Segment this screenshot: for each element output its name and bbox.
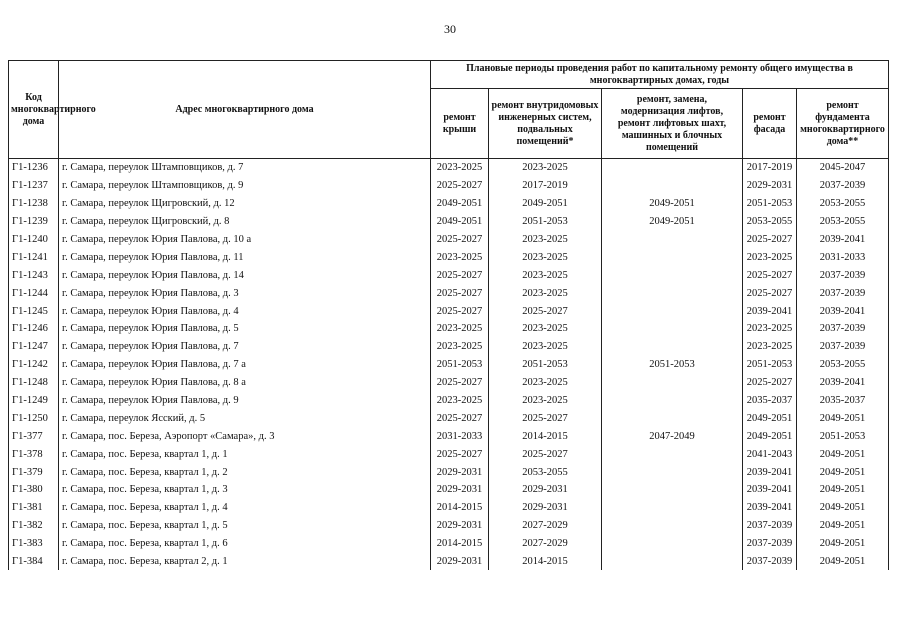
cell-foundation: 2037-2039 bbox=[797, 338, 889, 356]
table-row bbox=[9, 499, 889, 517]
cell-address: г. Самара, переулок Щигровский, д. 8 bbox=[59, 213, 431, 231]
cell-code: Г1-380 bbox=[9, 481, 59, 499]
cell-code: Г1-1238 bbox=[9, 195, 59, 213]
cell-code: Г1-384 bbox=[9, 553, 59, 571]
repair-schedule-table bbox=[8, 60, 889, 570]
cell-facade: 2053-2055 bbox=[743, 213, 797, 231]
cell-systems: 2053-2055 bbox=[489, 463, 602, 481]
cell-code: Г1-1242 bbox=[9, 356, 59, 374]
table-body bbox=[9, 159, 889, 571]
header-foundation: ремонт фундамента многоквартирного дома** bbox=[797, 89, 889, 159]
cell-address: г. Самара, пос. Береза, квартал 1, д. 1 bbox=[59, 445, 431, 463]
cell-facade: 2023-2025 bbox=[743, 338, 797, 356]
cell-facade: 2029-2031 bbox=[743, 177, 797, 195]
cell-code: Г1-381 bbox=[9, 499, 59, 517]
cell-code: Г1-383 bbox=[9, 535, 59, 553]
cell-lifts bbox=[602, 374, 743, 392]
cell-facade: 2025-2027 bbox=[743, 284, 797, 302]
cell-code: Г1-378 bbox=[9, 445, 59, 463]
cell-facade: 2049-2051 bbox=[743, 427, 797, 445]
cell-foundation: 2045-2047 bbox=[797, 159, 889, 177]
cell-roof: 2025-2027 bbox=[431, 374, 489, 392]
cell-foundation: 2049-2051 bbox=[797, 535, 889, 553]
cell-roof: 2025-2027 bbox=[431, 409, 489, 427]
cell-address: г. Самара, пос. Береза, квартал 1, д. 2 bbox=[59, 463, 431, 481]
table-row bbox=[9, 159, 889, 177]
cell-code: Г1-382 bbox=[9, 517, 59, 535]
cell-systems: 2023-2025 bbox=[489, 284, 602, 302]
table-row bbox=[9, 445, 889, 463]
cell-address: г. Самара, пос. Береза, квартал 1, д. 6 bbox=[59, 535, 431, 553]
cell-roof: 2025-2027 bbox=[431, 266, 489, 284]
cell-address: г. Самара, переулок Щигровский, д. 12 bbox=[59, 195, 431, 213]
table-row bbox=[9, 481, 889, 499]
cell-systems: 2014-2015 bbox=[489, 427, 602, 445]
table-row bbox=[9, 535, 889, 553]
cell-systems: 2051-2053 bbox=[489, 213, 602, 231]
cell-code: Г1-379 bbox=[9, 463, 59, 481]
table-row bbox=[9, 213, 889, 231]
header-address: Адрес многоквартирного дома bbox=[59, 61, 431, 159]
cell-lifts: 2049-2051 bbox=[602, 195, 743, 213]
cell-foundation: 2053-2055 bbox=[797, 213, 889, 231]
cell-systems: 2025-2027 bbox=[489, 409, 602, 427]
cell-address: г. Самара, пос. Береза, квартал 2, д. 1 bbox=[59, 553, 431, 571]
cell-foundation: 2037-2039 bbox=[797, 284, 889, 302]
cell-systems: 2023-2025 bbox=[489, 374, 602, 392]
page-number: 30 bbox=[444, 22, 456, 36]
cell-lifts: 2049-2051 bbox=[602, 213, 743, 231]
cell-code: Г1-1249 bbox=[9, 392, 59, 410]
cell-code: Г1-1247 bbox=[9, 338, 59, 356]
cell-systems: 2049-2051 bbox=[489, 195, 602, 213]
cell-roof: 2023-2025 bbox=[431, 338, 489, 356]
cell-roof: 2029-2031 bbox=[431, 481, 489, 499]
cell-foundation: 2049-2051 bbox=[797, 499, 889, 517]
cell-address: г. Самара, переулок Юрия Павлова, д. 10 а bbox=[59, 231, 431, 249]
table-row bbox=[9, 463, 889, 481]
cell-lifts bbox=[602, 338, 743, 356]
cell-systems: 2051-2053 bbox=[489, 356, 602, 374]
cell-foundation: 2037-2039 bbox=[797, 177, 889, 195]
cell-address: г. Самара, переулок Штамповщиков, д. 9 bbox=[59, 177, 431, 195]
cell-roof: 2025-2027 bbox=[431, 284, 489, 302]
cell-facade: 2039-2041 bbox=[743, 463, 797, 481]
header-facade: ремонт фасада bbox=[743, 89, 797, 159]
cell-facade: 2039-2041 bbox=[743, 481, 797, 499]
cell-systems: 2023-2025 bbox=[489, 338, 602, 356]
cell-address: г. Самара, переулок Ясский, д. 5 bbox=[59, 409, 431, 427]
cell-facade: 2051-2053 bbox=[743, 356, 797, 374]
cell-roof: 2029-2031 bbox=[431, 553, 489, 571]
cell-facade: 2037-2039 bbox=[743, 535, 797, 553]
cell-lifts bbox=[602, 553, 743, 571]
cell-code: Г1-1240 bbox=[9, 231, 59, 249]
cell-foundation: 2051-2053 bbox=[797, 427, 889, 445]
cell-lifts bbox=[602, 266, 743, 284]
cell-code: Г1-1246 bbox=[9, 320, 59, 338]
cell-roof: 2025-2027 bbox=[431, 445, 489, 463]
cell-systems: 2025-2027 bbox=[489, 445, 602, 463]
cell-foundation: 2053-2055 bbox=[797, 195, 889, 213]
cell-roof: 2014-2015 bbox=[431, 535, 489, 553]
cell-address: г. Самара, переулок Юрия Павлова, д. 7 bbox=[59, 338, 431, 356]
cell-roof: 2025-2027 bbox=[431, 302, 489, 320]
cell-roof: 2025-2027 bbox=[431, 231, 489, 249]
cell-roof: 2025-2027 bbox=[431, 177, 489, 195]
cell-lifts bbox=[602, 177, 743, 195]
cell-systems: 2023-2025 bbox=[489, 231, 602, 249]
cell-systems: 2023-2025 bbox=[489, 392, 602, 410]
cell-code: Г1-1248 bbox=[9, 374, 59, 392]
table-row bbox=[9, 284, 889, 302]
table-row bbox=[9, 320, 889, 338]
cell-foundation: 2049-2051 bbox=[797, 409, 889, 427]
cell-lifts bbox=[602, 320, 743, 338]
cell-code: Г1-1241 bbox=[9, 248, 59, 266]
cell-code: Г1-1243 bbox=[9, 266, 59, 284]
cell-code: Г1-1236 bbox=[9, 159, 59, 177]
table-row bbox=[9, 302, 889, 320]
cell-lifts bbox=[602, 445, 743, 463]
cell-lifts: 2051-2053 bbox=[602, 356, 743, 374]
cell-lifts bbox=[602, 284, 743, 302]
table-row bbox=[9, 195, 889, 213]
cell-foundation: 2049-2051 bbox=[797, 481, 889, 499]
cell-address: г. Самара, пос. Береза, Аэропорт «Самара», д. 3 bbox=[59, 427, 431, 445]
cell-lifts bbox=[602, 481, 743, 499]
header-periods: Плановые периоды проведения работ по капитальному ремонту общего имущества в многоквартирных домах, годы bbox=[431, 61, 889, 89]
table-row bbox=[9, 392, 889, 410]
cell-address: г. Самара, переулок Юрия Павлова, д. 9 bbox=[59, 392, 431, 410]
cell-address: г. Самара, переулок Юрия Павлова, д. 11 bbox=[59, 248, 431, 266]
cell-systems: 2023-2025 bbox=[489, 159, 602, 177]
cell-facade: 2025-2027 bbox=[743, 374, 797, 392]
table-row bbox=[9, 266, 889, 284]
cell-facade: 2039-2041 bbox=[743, 302, 797, 320]
cell-lifts bbox=[602, 409, 743, 427]
table-row bbox=[9, 231, 889, 249]
cell-systems: 2023-2025 bbox=[489, 320, 602, 338]
table-row bbox=[9, 338, 889, 356]
cell-foundation: 2039-2041 bbox=[797, 302, 889, 320]
cell-systems: 2029-2031 bbox=[489, 499, 602, 517]
cell-systems: 2023-2025 bbox=[489, 266, 602, 284]
table-row bbox=[9, 374, 889, 392]
cell-facade: 2025-2027 bbox=[743, 266, 797, 284]
cell-code: Г1-1244 bbox=[9, 284, 59, 302]
cell-roof: 2049-2051 bbox=[431, 213, 489, 231]
cell-facade: 2051-2053 bbox=[743, 195, 797, 213]
header-roof: ремонт крыши bbox=[431, 89, 489, 159]
header-lifts: ремонт, замена, модернизация лифтов, ремонт лифтовых шахт, машинных и блочных помещений bbox=[602, 89, 743, 159]
cell-roof: 2051-2053 bbox=[431, 356, 489, 374]
table-row bbox=[9, 517, 889, 535]
cell-systems: 2023-2025 bbox=[489, 248, 602, 266]
cell-code: Г1-377 bbox=[9, 427, 59, 445]
cell-facade: 2023-2025 bbox=[743, 320, 797, 338]
cell-facade: 2037-2039 bbox=[743, 553, 797, 571]
cell-facade: 2037-2039 bbox=[743, 517, 797, 535]
table-header bbox=[9, 61, 889, 159]
cell-address: г. Самара, переулок Юрия Павлова, д. 7 а bbox=[59, 356, 431, 374]
cell-roof: 2023-2025 bbox=[431, 392, 489, 410]
cell-lifts bbox=[602, 463, 743, 481]
header-systems: ремонт внутридомовых инженерных систем, подвальных помещений* bbox=[489, 89, 602, 159]
table-row bbox=[9, 356, 889, 374]
cell-address: г. Самара, пос. Береза, квартал 1, д. 3 bbox=[59, 481, 431, 499]
cell-systems: 2014-2015 bbox=[489, 553, 602, 571]
cell-foundation: 2053-2055 bbox=[797, 356, 889, 374]
table-row bbox=[9, 248, 889, 266]
cell-roof: 2031-2033 bbox=[431, 427, 489, 445]
cell-code: Г1-1239 bbox=[9, 213, 59, 231]
cell-lifts bbox=[602, 159, 743, 177]
cell-code: Г1-1245 bbox=[9, 302, 59, 320]
cell-foundation: 2049-2051 bbox=[797, 517, 889, 535]
cell-facade: 2049-2051 bbox=[743, 409, 797, 427]
table-row bbox=[9, 177, 889, 195]
cell-roof: 2023-2025 bbox=[431, 320, 489, 338]
cell-foundation: 2037-2039 bbox=[797, 320, 889, 338]
cell-address: г. Самара, переулок Юрия Павлова, д. 4 bbox=[59, 302, 431, 320]
cell-facade: 2039-2041 bbox=[743, 499, 797, 517]
cell-facade: 2017-2019 bbox=[743, 159, 797, 177]
cell-roof: 2049-2051 bbox=[431, 195, 489, 213]
cell-lifts bbox=[602, 535, 743, 553]
cell-facade: 2023-2025 bbox=[743, 248, 797, 266]
cell-roof: 2029-2031 bbox=[431, 463, 489, 481]
header-code: Код многоквартирного дома bbox=[9, 61, 59, 159]
cell-systems: 2017-2019 bbox=[489, 177, 602, 195]
cell-code: Г1-1250 bbox=[9, 409, 59, 427]
cell-lifts bbox=[602, 248, 743, 266]
cell-systems: 2027-2029 bbox=[489, 517, 602, 535]
cell-address: г. Самара, переулок Штамповщиков, д. 7 bbox=[59, 159, 431, 177]
table-row bbox=[9, 409, 889, 427]
cell-roof: 2023-2025 bbox=[431, 248, 489, 266]
cell-foundation: 2039-2041 bbox=[797, 374, 889, 392]
cell-lifts bbox=[602, 517, 743, 535]
cell-lifts: 2047-2049 bbox=[602, 427, 743, 445]
cell-address: г. Самара, переулок Юрия Павлова, д. 8 а bbox=[59, 374, 431, 392]
cell-address: г. Самара, переулок Юрия Павлова, д. 14 bbox=[59, 266, 431, 284]
cell-lifts bbox=[602, 302, 743, 320]
cell-foundation: 2031-2033 bbox=[797, 248, 889, 266]
cell-foundation: 2039-2041 bbox=[797, 231, 889, 249]
cell-facade: 2035-2037 bbox=[743, 392, 797, 410]
cell-address: г. Самара, пос. Береза, квартал 1, д. 4 bbox=[59, 499, 431, 517]
cell-systems: 2029-2031 bbox=[489, 481, 602, 499]
cell-foundation: 2037-2039 bbox=[797, 266, 889, 284]
cell-systems: 2025-2027 bbox=[489, 302, 602, 320]
cell-foundation: 2035-2037 bbox=[797, 392, 889, 410]
cell-roof: 2014-2015 bbox=[431, 499, 489, 517]
cell-foundation: 2049-2051 bbox=[797, 445, 889, 463]
table-row bbox=[9, 553, 889, 571]
cell-address: г. Самара, переулок Юрия Павлова, д. 5 bbox=[59, 320, 431, 338]
cell-roof: 2029-2031 bbox=[431, 517, 489, 535]
cell-address: г. Самара, переулок Юрия Павлова, д. 3 bbox=[59, 284, 431, 302]
table-row bbox=[9, 427, 889, 445]
cell-code: Г1-1237 bbox=[9, 177, 59, 195]
cell-foundation: 2049-2051 bbox=[797, 553, 889, 571]
cell-lifts bbox=[602, 499, 743, 517]
cell-foundation: 2049-2051 bbox=[797, 463, 889, 481]
cell-facade: 2025-2027 bbox=[743, 231, 797, 249]
cell-facade: 2041-2043 bbox=[743, 445, 797, 463]
cell-systems: 2027-2029 bbox=[489, 535, 602, 553]
cell-roof: 2023-2025 bbox=[431, 159, 489, 177]
cell-lifts bbox=[602, 392, 743, 410]
cell-address: г. Самара, пос. Береза, квартал 1, д. 5 bbox=[59, 517, 431, 535]
cell-lifts bbox=[602, 231, 743, 249]
